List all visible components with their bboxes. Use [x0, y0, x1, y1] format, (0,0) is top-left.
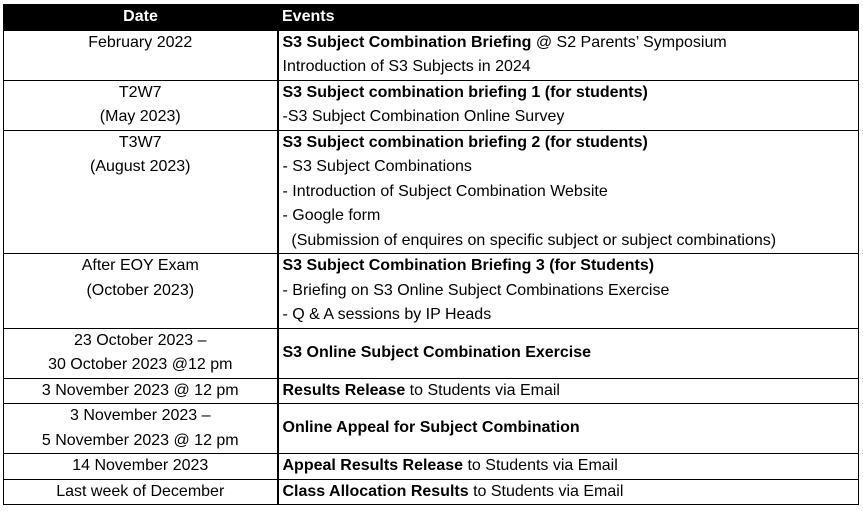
event-detail: to Students via Email: [405, 381, 560, 399]
event-line: [283, 379, 859, 404]
event-line: [283, 416, 859, 441]
date-line: (May 2023): [99, 108, 181, 125]
event-line: [283, 155, 859, 180]
events-cell: [278, 454, 859, 480]
date-line: Last week of December: [56, 482, 225, 500]
event-line: [283, 254, 859, 279]
events-cell: [278, 404, 859, 454]
date-line: 30 October 2023 @12 pm: [48, 356, 233, 373]
event-detail: - Briefing on S3 Online Subject Combinations Exercise: [282, 281, 670, 299]
event-title: S3 Subject combination briefing 2 (for students): [282, 133, 648, 151]
event-title: Class Allocation Results: [282, 482, 469, 500]
date-cell: [4, 80, 278, 130]
table-row: [4, 378, 859, 404]
date-line: February 2022: [88, 33, 193, 51]
event-line: [283, 31, 859, 56]
table-row: [4, 254, 859, 329]
date-cell: [4, 378, 278, 404]
event-line: [283, 131, 859, 156]
event-detail: - S3 Subject Combinations: [282, 158, 472, 175]
date-column-header: Date: [4, 5, 278, 31]
event-detail: to Students via Email: [463, 457, 618, 474]
event-line: [283, 480, 859, 505]
event-line: [283, 454, 859, 479]
events-cell: [278, 378, 859, 404]
date-line: 3 November 2023 –: [69, 407, 211, 424]
table-row: [4, 130, 859, 254]
events-cell: [278, 130, 859, 254]
event-detail: - Google form: [282, 207, 381, 224]
event-detail: (Submission of enquires on specific subject or subject combinations): [282, 231, 777, 249]
table-row: [4, 328, 859, 378]
events-cell: [278, 479, 859, 505]
event-line: [283, 279, 859, 304]
events-column-header: Events: [278, 5, 859, 31]
events-cell: [278, 328, 859, 378]
event-line: [283, 303, 859, 328]
schedule-table: [3, 4, 859, 505]
event-title: Results Release: [282, 381, 406, 399]
event-detail: @ S2 Parents’ Symposium: [531, 33, 727, 51]
date-line: T3W7: [118, 133, 162, 151]
header-row: [4, 5, 859, 31]
date-line: 3 November 2023 @ 12 pm: [41, 381, 239, 399]
event-detail: Introduction of S3 Subjects in 2024: [282, 58, 531, 75]
date-cell: [4, 404, 278, 454]
date-cell: [4, 454, 278, 480]
event-line: [283, 55, 859, 80]
table-row: [4, 80, 859, 130]
event-title: S3 Subject Combination Briefing 3 (for Students): [282, 257, 655, 274]
date-line: 14 November 2023: [72, 457, 209, 474]
date-line: 5 November 2023 @ 12 pm: [41, 431, 239, 449]
events-cell: [278, 254, 859, 329]
event-detail: -S3 Subject Combination Online Survey: [282, 108, 565, 125]
date-cell: [4, 479, 278, 505]
table-row: [4, 454, 859, 480]
date-line: 23 October 2023 –: [73, 331, 207, 349]
table-row: [4, 30, 859, 80]
events-cell: [278, 30, 859, 80]
date-cell: [4, 254, 278, 329]
event-line: [283, 341, 859, 366]
table-row: [4, 404, 859, 454]
schedule-body: [4, 30, 859, 505]
event-detail: - Q & A sessions by IP Heads: [282, 306, 492, 323]
date-line: T2W7: [118, 83, 162, 101]
date-line: (October 2023): [86, 281, 195, 299]
event-title: S3 Subject Combination Briefing: [282, 33, 532, 51]
events-cell: [278, 80, 859, 130]
date-cell: [4, 130, 278, 254]
date-line: (August 2023): [89, 158, 191, 175]
event-detail: - Introduction of Subject Combination Website: [282, 182, 608, 200]
event-title: S3 Subject combination briefing 1 (for students): [282, 83, 648, 101]
event-line: [283, 204, 859, 229]
event-title: Appeal Results Release: [282, 457, 464, 474]
event-title: Online Appeal for Subject Combination: [282, 419, 580, 437]
event-title: S3 Online Subject Combination Exercise: [282, 343, 592, 361]
event-line: [283, 180, 859, 205]
date-cell: [4, 328, 278, 378]
event-detail: to Students via Email: [468, 482, 624, 500]
event-line: [283, 229, 859, 254]
date-line: After EOY Exam: [81, 257, 199, 274]
event-line: [283, 105, 859, 130]
table-row: [4, 479, 859, 505]
event-line: [283, 81, 859, 106]
date-cell: [4, 30, 278, 80]
